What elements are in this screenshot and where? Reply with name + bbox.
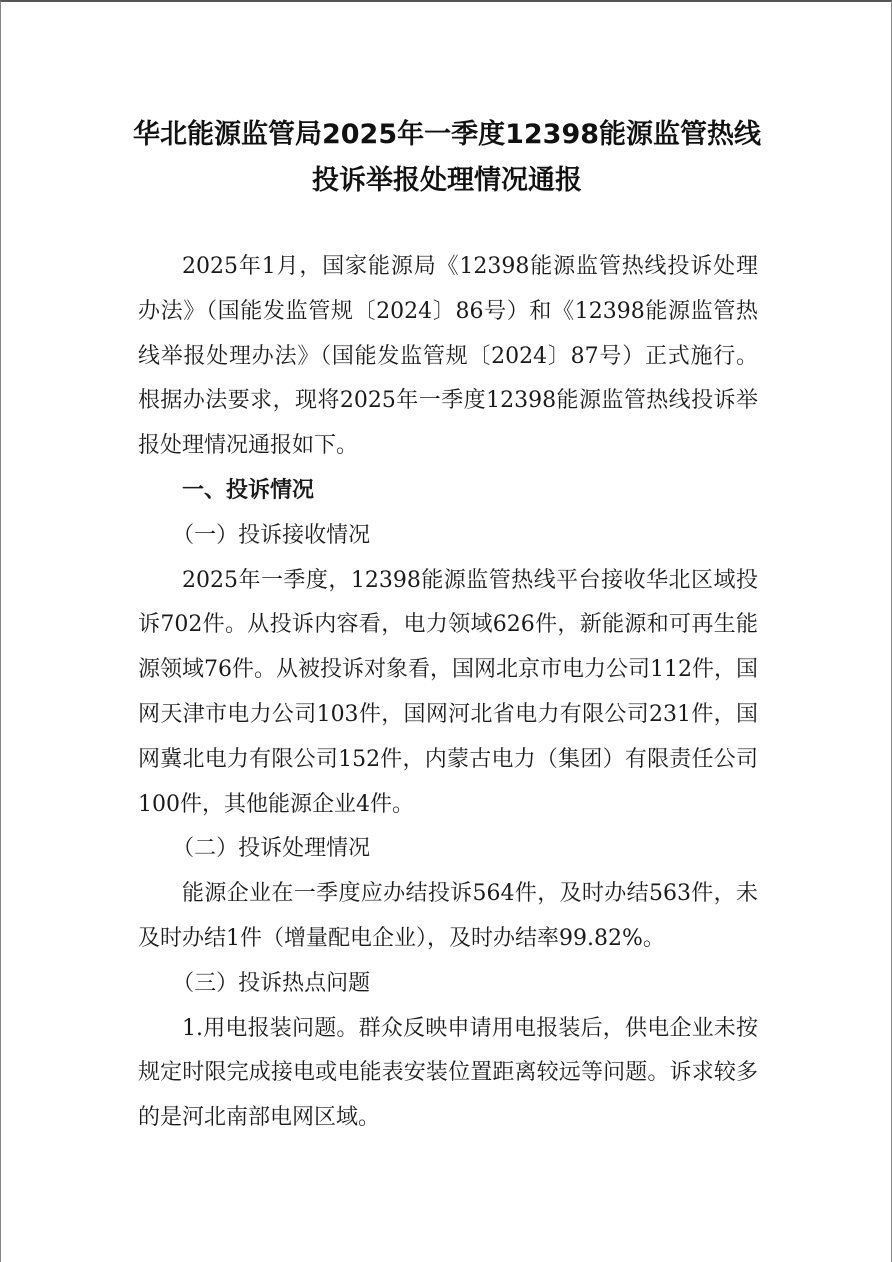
hotspot-paragraph: 1.用电报装问题。群众反映申请用电报装后，供电企业未按规定时限完成接电或电能表安装位置距离较远等问题。诉求较多的是河北南部电网区域。 [138,1015,758,1131]
document-body [138,245,758,1141]
handling-paragraph: 能源企业在一季度应办结投诉564件，及时办结563件，未及时办结1件（增量配电企业），及时办结率99.82%。 [138,881,758,951]
subsection-heading-hotspots: （三）投诉热点问题 [172,970,371,996]
intro-paragraph: 2025年1月，国家能源局《12398能源监管热线投诉处理办法》（国能发监管规〔2024〕86号）和《12398能源监管热线举报处理办法》（国能发监管规〔2024〕87号）正式施行。根据办法要求，现将2025年一季度12398能源监管热线投诉举报处理情况通报如下。 [138,254,758,459]
receipt-paragraph: 2025年一季度，12398能源监管热线平台接收华北区域投诉702件。从投诉内容看，电力领域626件，新能源和可再生能源领域76件。从被投诉对象看，国网北京市电力公司112件，国网天津市电力公司103件，国网河北省电力有限公司231件，国网冀北电力有限公司152件，内蒙古电力（集团）有限责任公司100件，其他能源企业4件。 [138,567,758,817]
document-title-line2: 投诉举报处理情况通报 [312,165,582,196]
document-title-line1: 华北能源监管局2025年一季度12398能源监管热线 [132,119,762,150]
subsection-heading-receipt: （一）投诉接收情况 [172,522,371,548]
subsection-heading-handling: （二）投诉处理情况 [172,836,371,862]
section-heading-complaints: 一、投诉情况 [182,477,315,503]
